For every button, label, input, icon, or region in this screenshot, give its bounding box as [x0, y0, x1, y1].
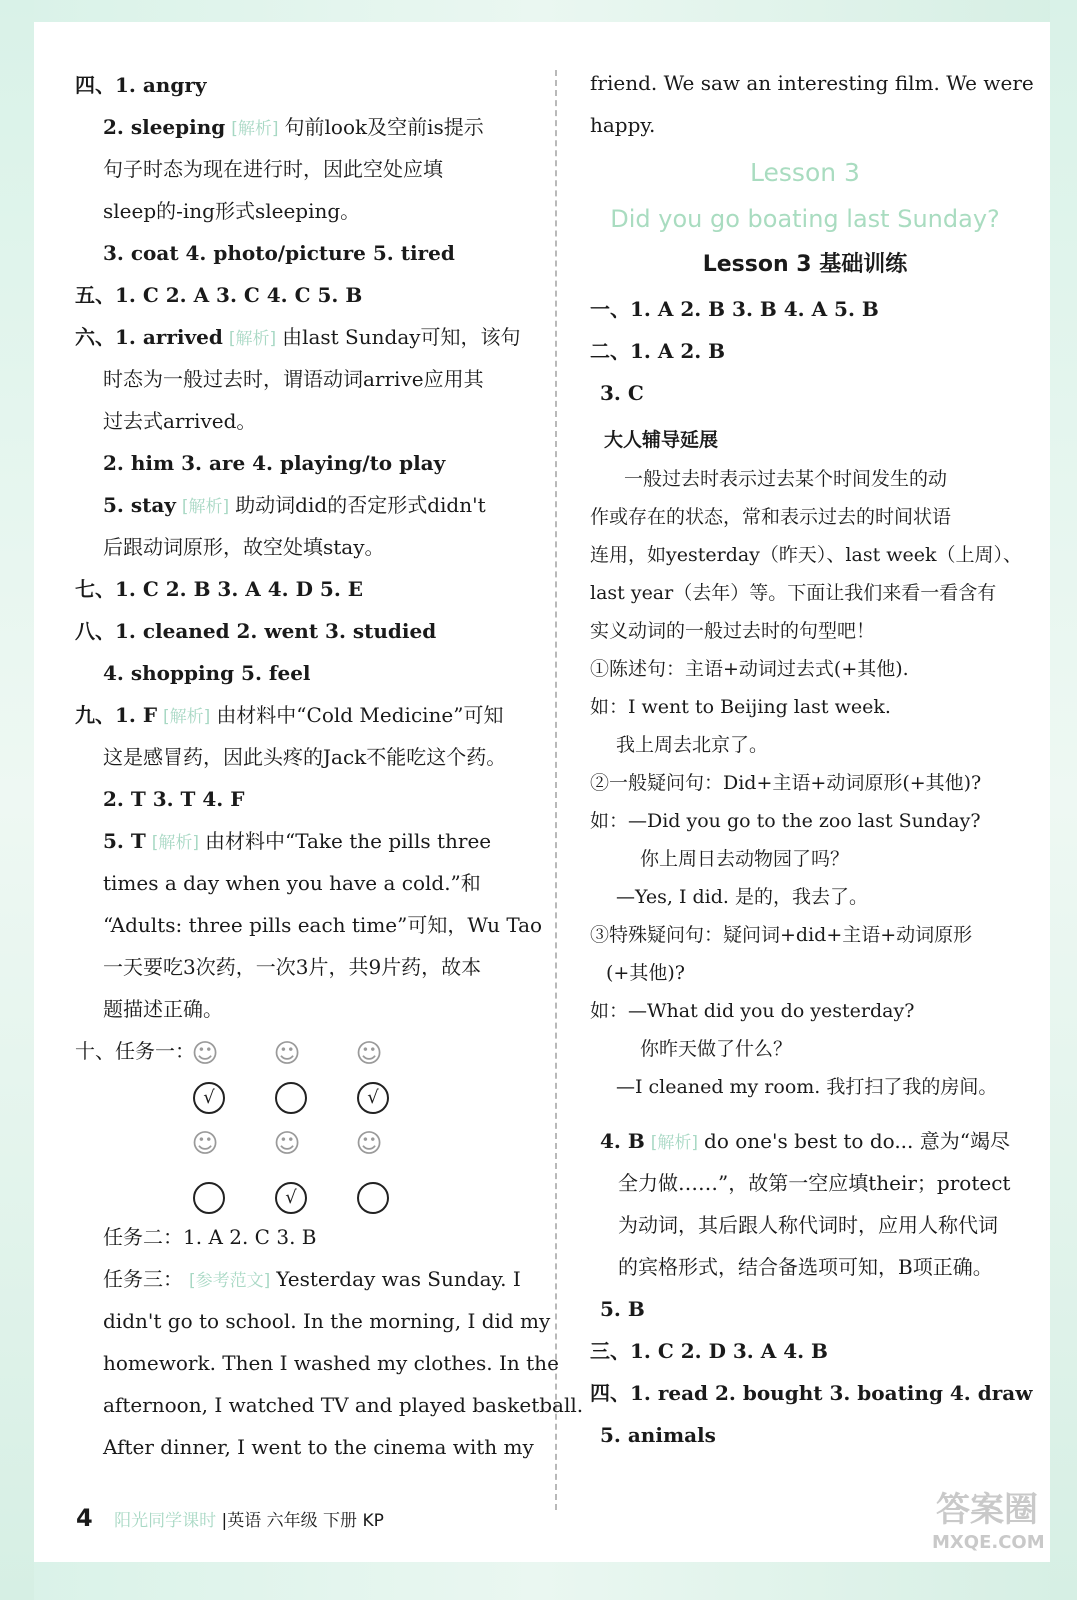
- answer-text: 六、1. arrived: [75, 325, 223, 349]
- answer-line: 七、1. C 2. B 3. A 4. D 5. E: [75, 577, 363, 601]
- task-one-pictures: [75, 1032, 530, 1216]
- spacer: [590, 1106, 1020, 1120]
- kid-image: ☺: [191, 1039, 219, 1069]
- tutoring-line: ③特殊疑问句：疑问词+did+主语+动词原形: [590, 924, 973, 946]
- answer-line: 三、1. C 2. D 3. A 4. B: [590, 1339, 828, 1363]
- picture-row-1: [175, 1034, 421, 1074]
- essay-line: happy.: [590, 113, 656, 137]
- analysis-tag: [解析]: [181, 497, 230, 517]
- answer-line: [75, 484, 530, 526]
- tutoring-line: 如：I went to Beijing last week.: [590, 696, 891, 718]
- analysis-text: 由last Sunday可知，该句: [282, 325, 521, 349]
- answer-line: 3. C: [600, 381, 644, 405]
- tutoring-line: 如：—Did you go to the zoo last Sunday?: [590, 810, 981, 832]
- tutoring-line: 你上周日去动物园了吗？: [640, 848, 850, 870]
- column-divider: [555, 70, 557, 1510]
- analysis-tag: [解析]: [231, 119, 279, 139]
- kid-image: ☺: [355, 1039, 383, 1069]
- answer-line: 为动词，其后跟人称代词时，应用人称代词: [618, 1213, 998, 1237]
- answer-text: 5. stay: [103, 493, 176, 517]
- page-number: 4: [76, 1504, 93, 1532]
- answer-line: sleep的-ing形式sleeping。: [103, 199, 361, 223]
- tutoring-line: 你昨天做了什么？: [640, 1038, 793, 1060]
- answer-line: 一、1. A 2. B 3. B 4. A 5. B: [590, 297, 879, 321]
- tutoring-line: 一般过去时表示过去某个时间发生的动: [624, 468, 948, 490]
- tutoring-line: last year（去年）等。下面让我们来看一看含有: [590, 582, 997, 604]
- tutoring-line: 我上周去北京了。: [616, 734, 769, 756]
- answer-line: 句子时态为现在进行时，因此空处应填: [103, 157, 443, 181]
- answer-line: [75, 820, 530, 862]
- circle-row-1: [193, 1082, 439, 1114]
- check-circle: [193, 1182, 225, 1214]
- answer-line: 四、1. read 2. bought 3. boating 4. draw: [590, 1381, 1033, 1405]
- answer-line: [590, 1120, 1020, 1162]
- answer-line: 这是感冒药，因此头疼的Jack不能吃这个药。: [103, 745, 507, 769]
- analysis-text: 助动词did的否定形式didn't: [235, 493, 486, 517]
- analysis-text: 由材料中“Take the pills three: [205, 829, 492, 853]
- sample-essay-tag: [参考范文]: [189, 1271, 271, 1291]
- essay-line: friend. We saw an interesting film. We were: [590, 71, 1034, 95]
- analysis-text: do one's best to do... 意为“竭尽: [704, 1129, 1010, 1153]
- circle-row-2: [193, 1182, 439, 1214]
- page-frame-left: [0, 0, 34, 1600]
- kid-image: ☺: [273, 1129, 301, 1159]
- answer-line: times a day when you have a cold.”和: [103, 871, 481, 895]
- answer-line: 二、1. A 2. B: [590, 339, 726, 363]
- answer-line: 全力做……”，故第一空应填their；protect: [618, 1171, 1011, 1195]
- tutoring-line: 如：—What did you do yesterday?: [590, 1000, 915, 1022]
- page-frame-right: [1050, 0, 1077, 1600]
- answer-line: 的宾格形式，结合备选项可知，B项正确。: [618, 1255, 993, 1279]
- answer-line: 5. B: [600, 1297, 645, 1321]
- answer-line: 后跟动词原形，故空处填stay。: [103, 535, 385, 559]
- essay-line: After dinner, I went to the cinema with my: [103, 1435, 534, 1459]
- answer-line: [75, 106, 530, 148]
- analysis-tag: [解析]: [163, 707, 211, 727]
- analysis-tag: [解析]: [228, 329, 277, 349]
- answer-text: 5. T: [103, 829, 146, 853]
- answer-line: 过去式arrived。: [103, 409, 257, 433]
- watermark-text: 答案圈: [936, 1490, 1038, 1530]
- analysis-text: 由材料中“Cold Medicine”可知: [216, 703, 504, 727]
- answer-line: 题描述正确。: [103, 997, 223, 1021]
- essay-line: didn't go to school. In the morning, I did my: [103, 1309, 551, 1333]
- check-circle: [275, 1082, 307, 1114]
- answer-line: 3. coat 4. photo/picture 5. tired: [103, 241, 455, 265]
- answer-line: 2. him 3. are 4. playing/to play: [103, 451, 446, 475]
- picture-row-2: [175, 1124, 421, 1164]
- check-circle: √: [193, 1082, 225, 1114]
- tutoring-line: 实义动词的一般过去时的句型吧！: [590, 620, 876, 642]
- answer-text: 九、1. F: [75, 703, 158, 727]
- analysis-tag: [解析]: [151, 833, 199, 853]
- answer-line: 四、1. angry: [75, 73, 207, 97]
- right-column: [590, 62, 1034, 1456]
- tutoring-line: (+其他)?: [606, 962, 685, 984]
- answer-line: 任务二：1. A 2. C 3. B: [103, 1225, 317, 1249]
- answer-text: 2. sleeping: [103, 115, 226, 139]
- kid-image: ☺: [355, 1129, 383, 1159]
- page-frame-top: [0, 0, 1077, 22]
- essay-line: afternoon, I watched TV and played basketball.: [103, 1393, 584, 1417]
- book-info: |英语 六年级 下册 KP: [221, 1511, 384, 1531]
- essay-line: homework. Then I washed my clothes. In the: [103, 1351, 559, 1375]
- tutoring-line: 作或存在的状态，常和表示过去的时间状语: [590, 506, 952, 528]
- section-title: Lesson 3 基础训练: [702, 252, 908, 277]
- check-circle: √: [275, 1182, 307, 1214]
- watermark-logo: [932, 1490, 1045, 1560]
- answer-line: [75, 316, 530, 358]
- tutoring-line: ②一般疑问句：Did+主语+动词原形(+其他)?: [590, 772, 982, 794]
- check-circle: √: [357, 1082, 389, 1114]
- check-circle: [357, 1182, 389, 1214]
- answer-line: 十、任务一：: [75, 1039, 195, 1063]
- answer-line: 五、1. C 2. A 3. C 4. C 5. B: [75, 283, 363, 307]
- tutoring-line: 连用，如yesterday（昨天）、last week（上周）、: [590, 544, 1023, 566]
- page-footer: [76, 1500, 384, 1536]
- answer-line: 4. shopping 5. feel: [103, 661, 311, 685]
- kid-image: ☺: [273, 1039, 301, 1069]
- answer-line: 5. animals: [600, 1423, 716, 1447]
- answer-line: 一天要吃3次药，一次3片，共9片药，故本: [103, 955, 482, 979]
- watermark-url: MXQE.COM: [932, 1532, 1045, 1553]
- answer-line: [75, 694, 530, 736]
- answer-line: “Adults: three pills each time”可知，Wu Tao: [103, 913, 543, 937]
- lesson-subtitle: Did you go boating last Sunday?: [610, 205, 1000, 233]
- answer-line: [75, 1258, 530, 1300]
- analysis-tag: [解析]: [650, 1133, 699, 1153]
- answer-line: 八、1. cleaned 2. went 3. studied: [75, 619, 437, 643]
- answer-line: 2. T 3. T 4. F: [103, 787, 245, 811]
- page-frame-bottom: [0, 1562, 1077, 1600]
- kid-image: ☺: [191, 1129, 219, 1159]
- analysis-text: 句前look及空前is提示: [284, 115, 484, 139]
- answer-line: 时态为一般过去时，谓语动词arrive应用其: [103, 367, 484, 391]
- tutoring-section-title: 大人辅导延展: [604, 429, 719, 451]
- lesson-heading: Lesson 3: [750, 158, 860, 187]
- series-name: 阳光同学课时: [114, 1511, 217, 1531]
- tutoring-line: ①陈述句：主语+动词过去式(+其他).: [590, 658, 909, 680]
- essay-text: Yesterday was Sunday. I: [276, 1267, 521, 1291]
- left-column: [75, 64, 584, 1468]
- answer-text: 任务三：: [103, 1267, 183, 1291]
- tutoring-line: —Yes, I did. 是的，我去了。: [616, 886, 868, 908]
- answer-text: 4. B: [600, 1129, 645, 1153]
- tutoring-line: —I cleaned my room. 我打扫了我的房间。: [616, 1076, 998, 1098]
